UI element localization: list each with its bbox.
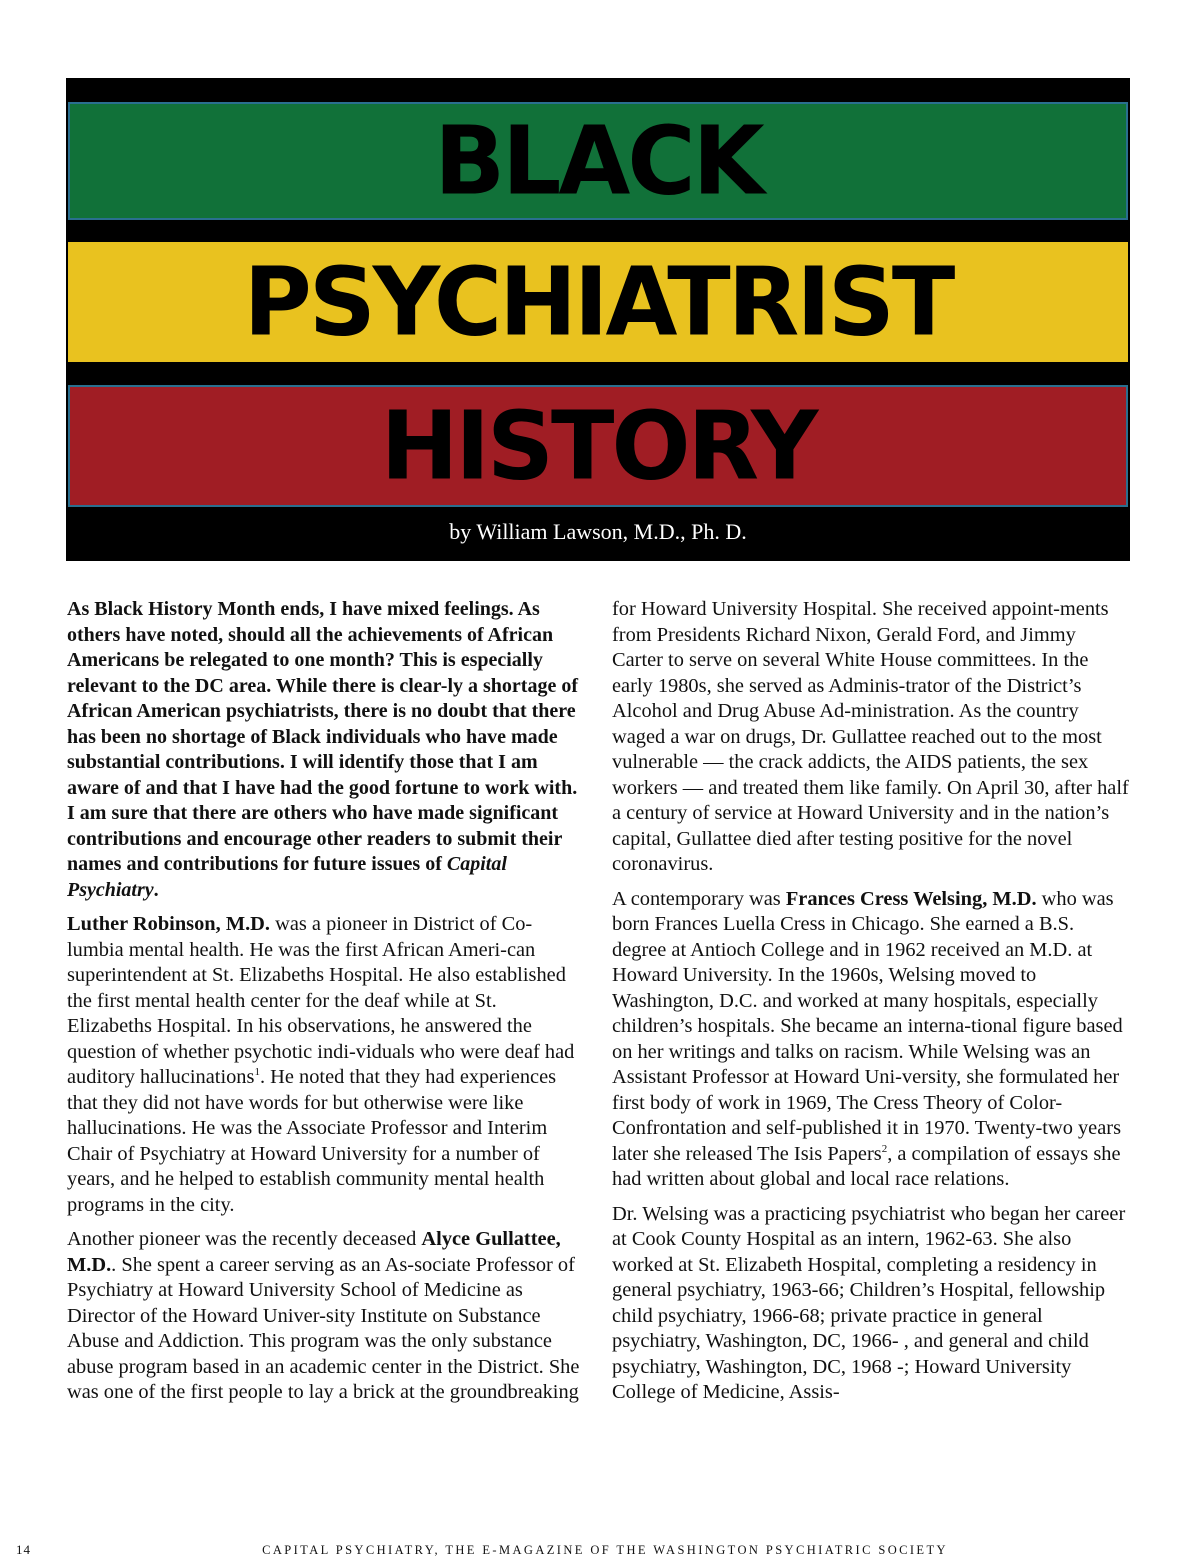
title-word-psychiatrist: PSYCHIATRIST xyxy=(243,246,953,357)
yellow-stripe xyxy=(68,242,1128,362)
green-stripe xyxy=(68,102,1128,220)
running-footer: CAPITAL PSYCHIATRY, THE E-MAGAZINE OF THE WASHINGTON PSYCHIATRIC SOCIETY xyxy=(262,1543,948,1557)
gullattee-continued-paragraph: for Howard University Hospital. She received appoint-ments from Presidents Richard Nixon, Gerald Ford, and Jimmy Carter to serve on several White House committees. In the early 1980s, she served as Adminis-trator of the District’s Alcohol and Drug Abuse Ad-ministration. As the country waged a war on drugs, Dr. Gullattee reached out to the most vulnerable — the crack addicts, the AIDS patients, the sex workers — and treated them like family. On April 30, after half a century of service at Howard University and in the nation’s capital, Gullattee died after testing positive for the novel coronavirus. xyxy=(612,598,1129,875)
intro-paragraph xyxy=(67,597,585,903)
footnote-marker: 2 xyxy=(881,1142,888,1155)
author-byline: by William Lawson, M.D., Ph. D. xyxy=(449,519,747,544)
gullattee-name: Alyce Gullattee, M.D. xyxy=(67,1228,561,1276)
welsing-paragraph xyxy=(612,887,1130,1193)
title-word-history: HISTORY xyxy=(380,390,816,501)
gullattee-lead: Another pioneer was the recently deceased xyxy=(67,1228,422,1250)
left-column xyxy=(67,597,585,1415)
publication-name: Capital Psychiatry xyxy=(67,853,507,901)
gullattee-paragraph xyxy=(67,1227,585,1406)
title-word-black: BLACK xyxy=(434,105,762,216)
gullattee-text: . She spent a career serving as an As-sociate Professor of Psychiatry at Howard University School of Medicine as Director of the Howard Univer-sity Institute on Substance Abuse and Addiction. This program was the only substance abuse program based in an academic center in the District. She was one of the first people to lay a brick at the groundbreaking xyxy=(67,1253,580,1403)
footnote-marker: 1 xyxy=(254,1066,260,1078)
robinson-paragraph xyxy=(67,912,585,1218)
welsing-career-paragraph: Dr. Welsing was a practicing psychiatrist who began her career at Cook County Hospital as an intern, 1962-63. She also worked at St. Elizabeth Hospital, completing a residency in general psychiatry, 1963-66; Children’s Hospital, fellowship child psychiatry, 1966-68; private practice in general psychiatry, Washington, DC, 1966- , and general and child psychiatry, Washington, DC, 1968 -; Howard University College of Medicine, Assis- xyxy=(612,1202,1126,1403)
page-number: 14 xyxy=(16,1542,31,1557)
intro-end: . xyxy=(153,878,159,901)
welsing-lead: A contemporary was xyxy=(612,887,786,910)
robinson-text: was a pioneer in District of Co-lumbia mental health. He was the first African Ameri-can superintendent at St. Elizabeths Hospital. He also established the first mental health center for the deaf while at St. Elizabeths Hospital. In his observations, he answered the question of whether psychotic indi-viduals who were deaf had auditory hallucinations xyxy=(67,913,575,1088)
welsing-text: who was born Frances Luella Cress in Chicago. She earned a B.S. degree at Antioch College and in 1962 received an M.D. at Howard University. In the 1960s, Welsing moved to Washington, D.C. and worked at many hospitals, especially children’s hospitals. She became an interna-tional figure based on her writings and talks on racism. While Welsing was an Assistant Professor at Howard Uni-versity, she formulated her first body of work in 1969, The Cress Theory of Color-Confrontation and self-published it in 1970. Twenty-two years later she released The Isis Papers xyxy=(612,887,1123,1165)
robinson-text-continued: . He noted that they had experiences that they did not have words for but otherwise were like hallucinations. He was the Associate Professor and Interim Chair of Psychiatry at Howard University for a number of years, and he helped to establish community mental health programs in the city. xyxy=(67,1066,557,1216)
welsing-name: Frances Cress Welsing, M.D. xyxy=(785,887,1037,910)
title-banner xyxy=(66,78,1130,561)
welsing-text-continued: , a compilation of essays she had written about global and local race relations. xyxy=(612,1142,1121,1190)
robinson-name: Luther Robinson, M.D. xyxy=(67,913,271,935)
right-column xyxy=(612,597,1130,1415)
red-stripe xyxy=(68,385,1128,507)
intro-text: As Black History Month ends, I have mixed feelings. As others have noted, should all the achievements of African Americans be relegated to one month? This is especially relevant to the DC area. While there is clear-ly a shortage of African American psychiatrists, there is no doubt that there has been no shortage of Black individuals who have made substantial contributions. I will identify those that I am aware of and that I have had the good fortune to work with. I am sure that there are others who have made significant contributions and encourage other readers to submit their names and contributions for future issues of xyxy=(67,598,578,875)
